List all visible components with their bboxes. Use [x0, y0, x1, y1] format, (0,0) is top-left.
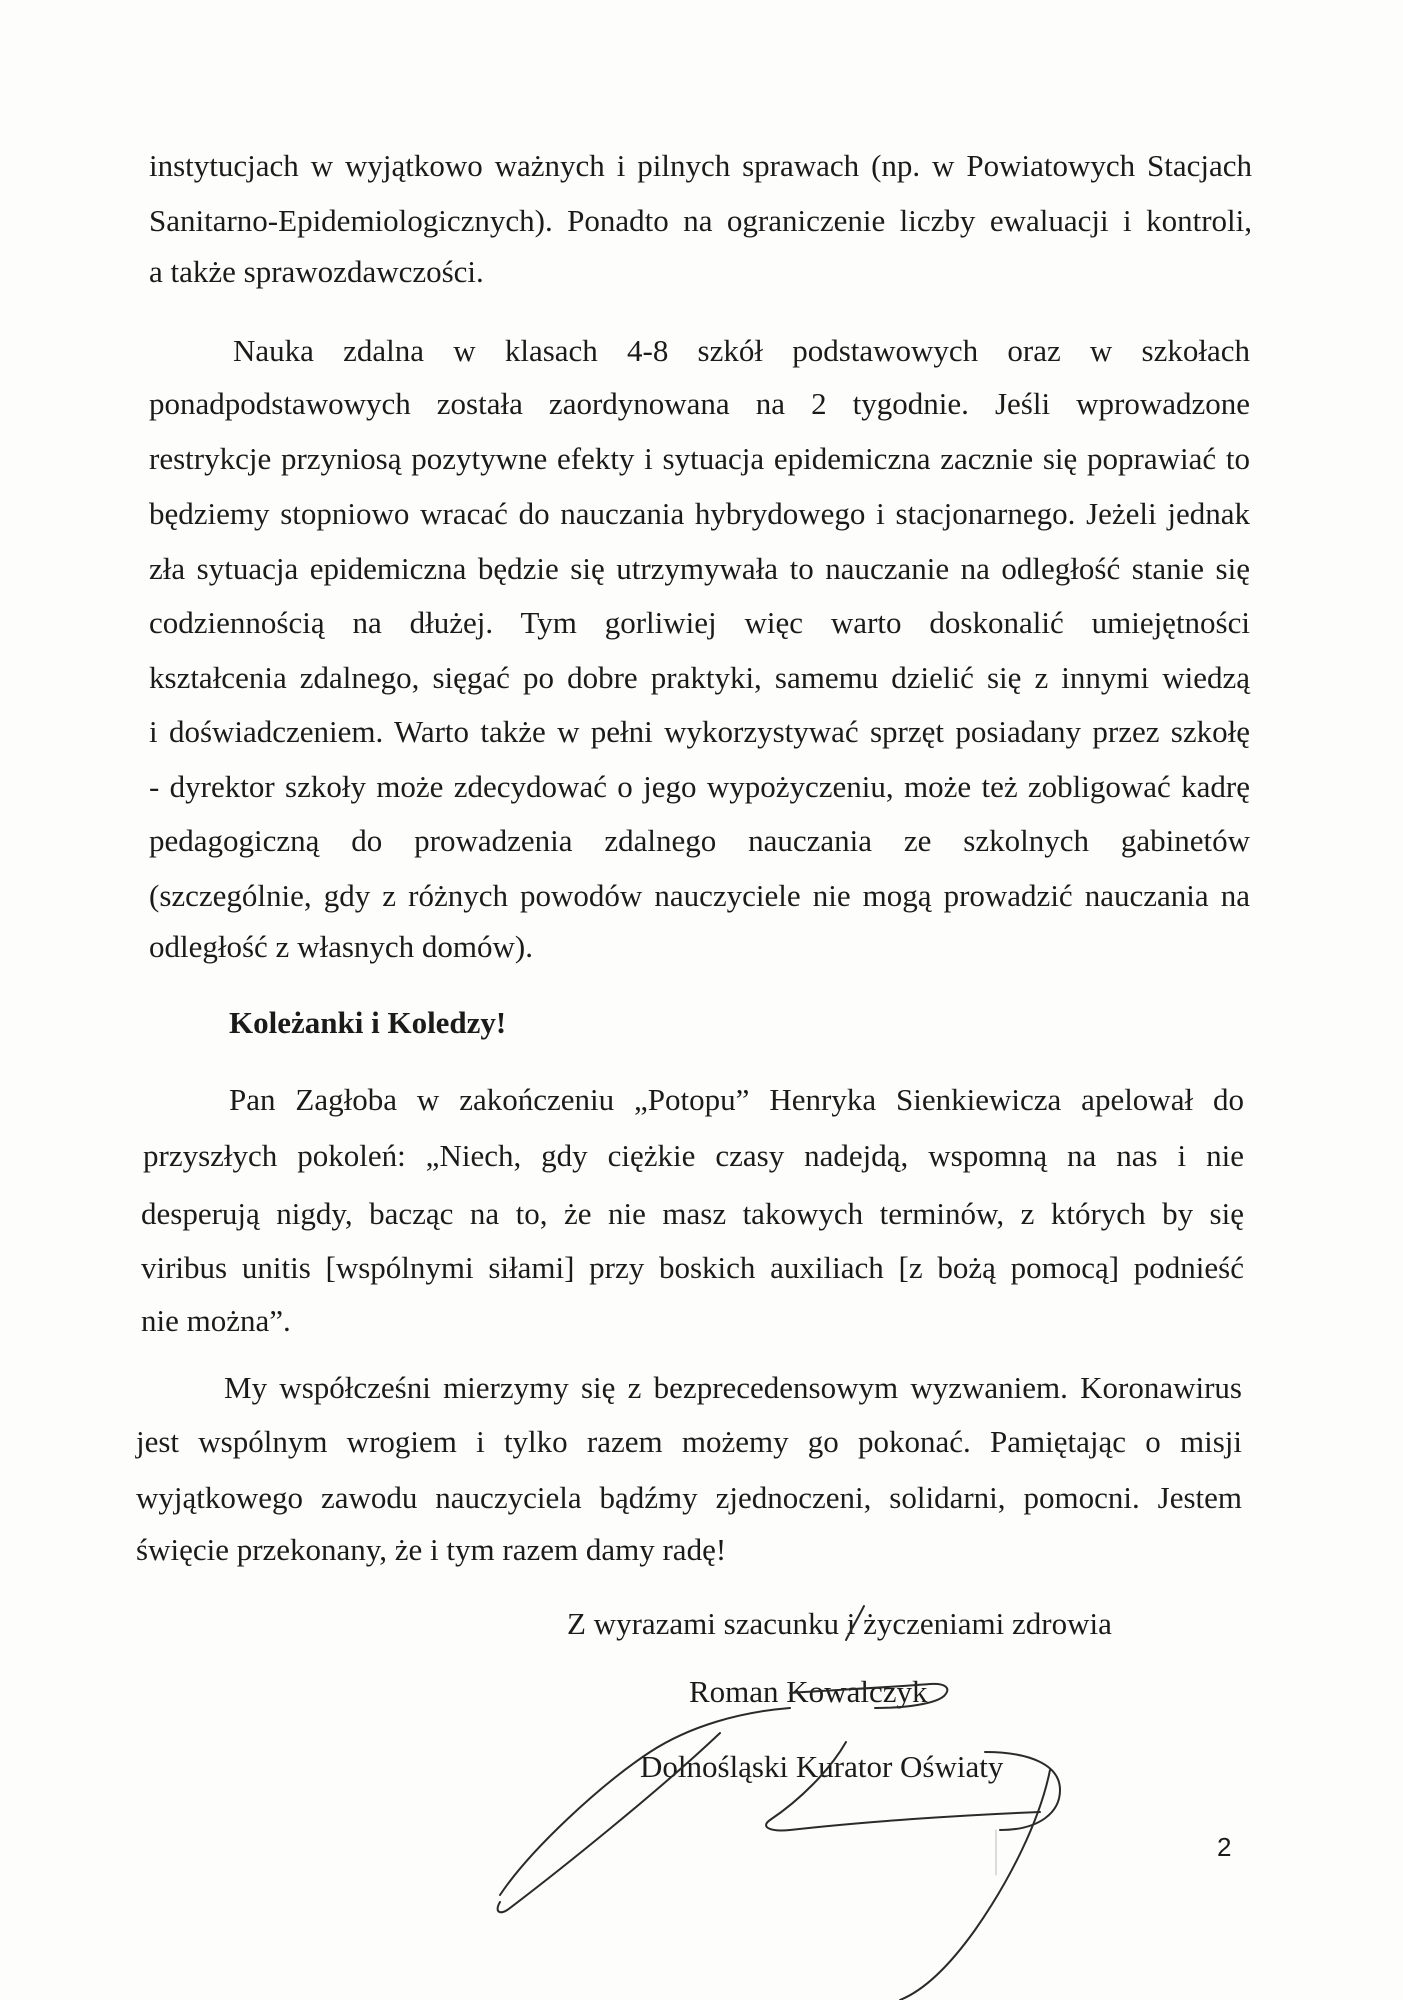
- text-line: (szczególnie, gdy z różnych powodów nauczyciele nie mogą prowadzić nauczania na: [149, 878, 1250, 913]
- text-line: desperują nigdy, bacząc na to, że nie masz takowych terminów, z których by się: [141, 1196, 1244, 1231]
- page-number: 2: [1217, 1832, 1232, 1862]
- text-line: ponadpodstawowych została zaordynowana na 2 tygodnie. Jeśli wprowadzone: [149, 386, 1250, 421]
- text-line: jest wspólnym wrogiem i tylko razem możemy go pokonać. Pamiętając o misji: [136, 1424, 1242, 1459]
- text-line: święcie przekonany, że i tym razem damy radę!: [136, 1532, 727, 1567]
- text-line: nie można”.: [141, 1303, 291, 1338]
- text-line: zła sytuacja epidemiczna będzie się utrzymywała to nauczanie na odległość stanie się: [149, 551, 1250, 586]
- text-line: viribus unitis [wspólnymi siłami] przy boskich auxiliach [z bożą pomocą] podnieść: [141, 1250, 1244, 1285]
- text-line: instytucjach w wyjątkowo ważnych i pilnych sprawach (np. w Powiatowych Stacjach: [149, 148, 1252, 183]
- greeting-heading: Koleżanki i Koledzy!: [229, 1005, 507, 1040]
- text-line: i doświadczeniem. Warto także w pełni wykorzystywać sprzęt posiadany przez szkołę: [149, 714, 1250, 749]
- text-line: wyjątkowego zawodu nauczyciela bądźmy zjednoczeni, solidarni, pomocni. Jestem: [136, 1480, 1242, 1515]
- text-line: restrykcje przyniosą pozytywne efekty i sytuacja epidemiczna zacznie się poprawiać to: [149, 441, 1250, 476]
- text-line: przyszłych pokoleń: „Niech, gdy ciężkie czasy nadejdą, wspomną na nas i nie: [143, 1138, 1244, 1173]
- text-line: kształcenia zdalnego, sięgać po dobre praktyki, samemu dzielić się z innymi wiedzą: [149, 660, 1250, 695]
- text-line: My współcześni mierzymy się z bezprecedensowym wyzwaniem. Koronawirus: [224, 1370, 1242, 1405]
- text-line: pedagogiczną do prowadzenia zdalnego nauczania ze szkolnych gabinetów: [149, 823, 1250, 858]
- text-line: - dyrektor szkoły może zdecydować o jego wypożyczeniu, może też zobligować kadrę: [149, 769, 1250, 804]
- text-line: a także sprawozdawczości.: [149, 254, 484, 289]
- text-line: Sanitarno-Epidemiologicznych). Ponadto na ograniczenie liczby ewaluacji i kontroli,: [149, 203, 1252, 238]
- signer-name: Roman Kowalczyk: [689, 1674, 928, 1709]
- closing-text: Z wyrazami szacunku i życzeniami zdrowia: [567, 1606, 1112, 1641]
- text-line: będziemy stopniowo wracać do nauczania hybrydowego i stacjonarnego. Jeżeli jednak: [149, 496, 1250, 531]
- text-line: Pan Zagłoba w zakończeniu „Potopu” Henryka Sienkiewicza apelował do: [229, 1082, 1244, 1117]
- signer-title: Dolnośląski Kurator Oświaty: [640, 1749, 1004, 1784]
- text-line: codziennością na dłużej. Tym gorliwiej więc warto doskonalić umiejętności: [149, 605, 1250, 640]
- text-line: odległość z własnych domów).: [149, 929, 533, 964]
- text-line: Nauka zdalna w klasach 4-8 szkół podstawowych oraz w szkołach: [233, 333, 1250, 368]
